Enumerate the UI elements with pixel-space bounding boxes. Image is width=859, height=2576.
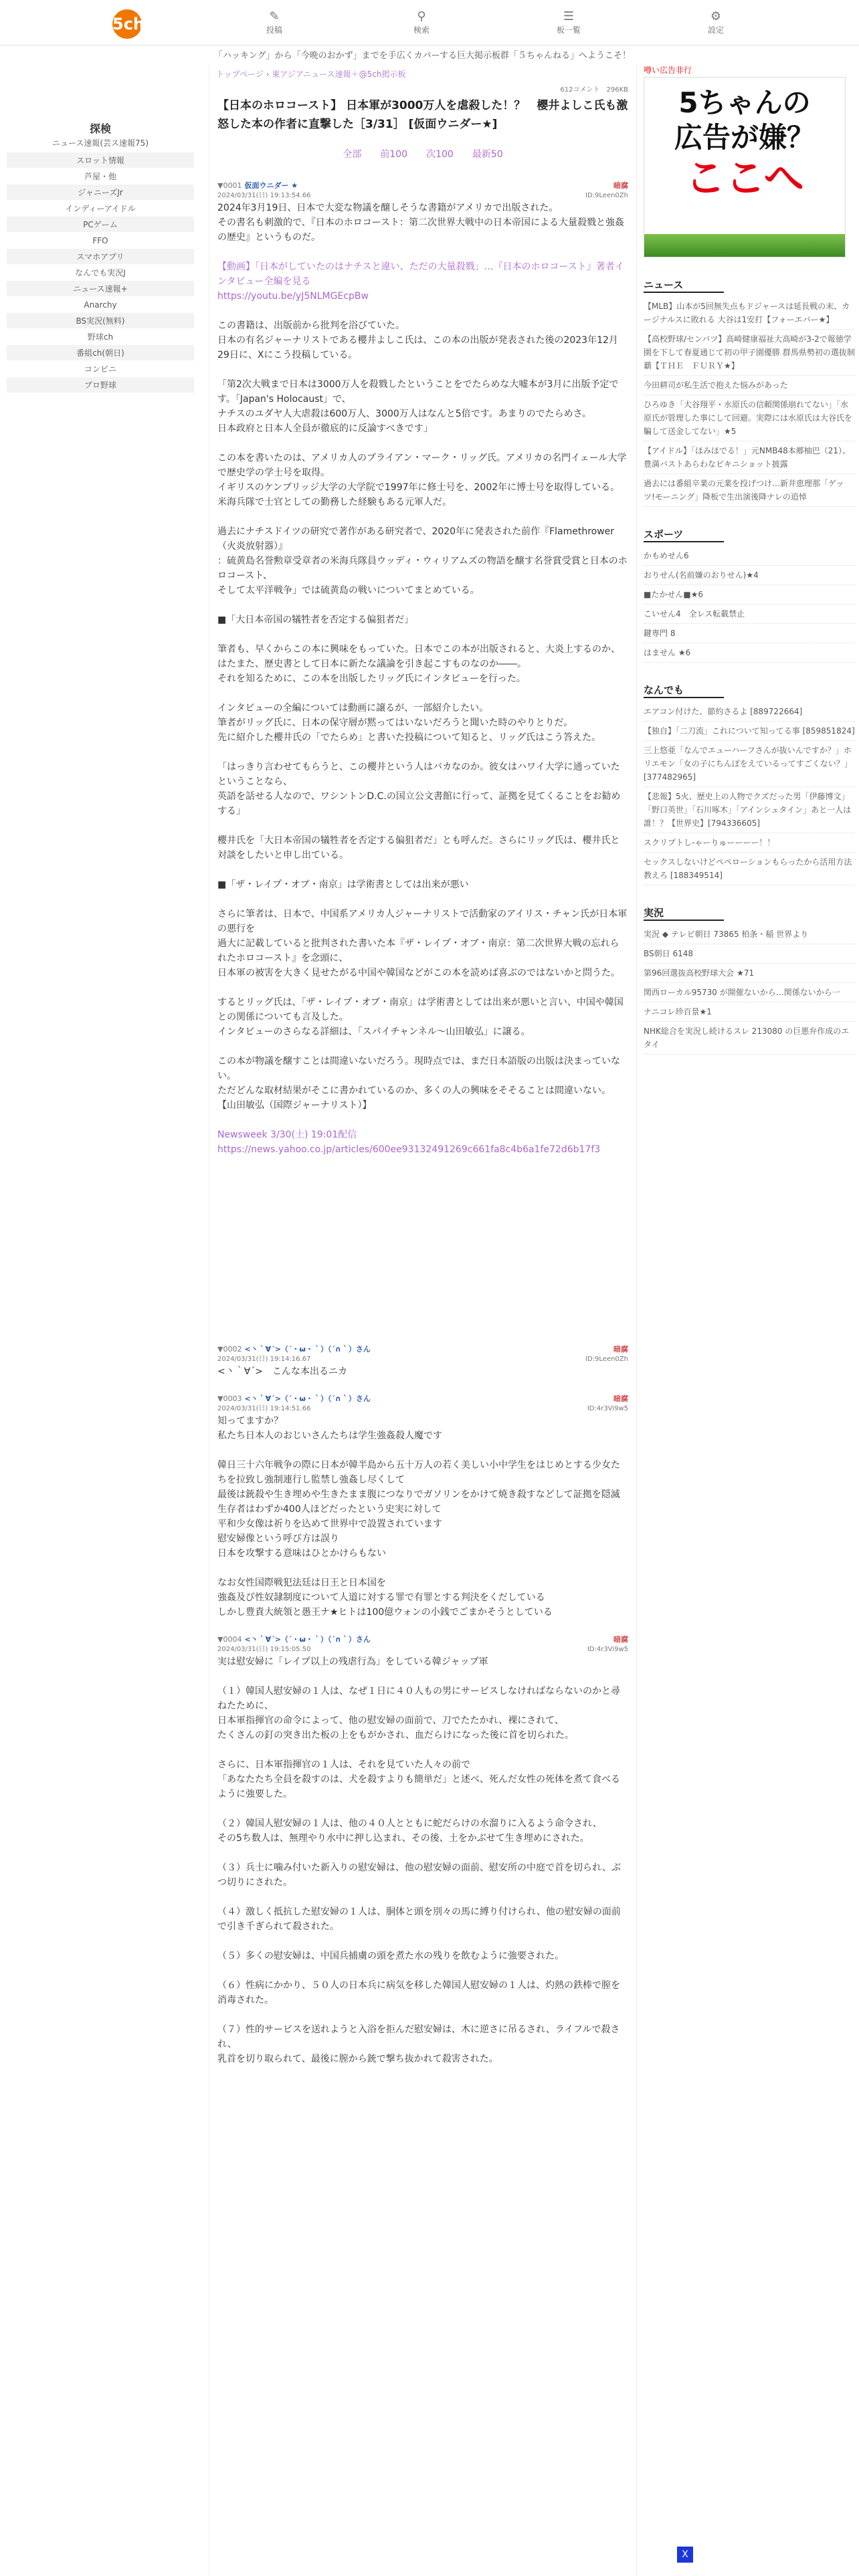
section-link[interactable]: おりせん(名前嫌のおりせん)★4: [644, 566, 855, 585]
right-sidebar: [644, 64, 855, 1055]
post-paragraph: 過去にナチスドイツの研究で著作がある研究者で、2020年に発表された前作『Flamethrower（火炎放射器）』 ：硫黄島名誉勲章受章者の米海兵隊員ウッディ・ウィリアムズの物語を醸す名誉賞受賞と日本のホロコースト、 そして太平洋戦争」では硫黄島の戦いについてまとめている。: [217, 526, 628, 596]
sidebar-item[interactable]: ジャニーズJr: [7, 185, 194, 201]
section-heading: ニュース: [644, 278, 724, 293]
sidebar-item[interactable]: Anarchy: [7, 297, 194, 313]
section-link[interactable]: 関西ローカル95730 が開催ないから…関係ないから一: [644, 983, 855, 1002]
pencil-icon: ✎: [269, 9, 280, 23]
post-date: 2024/03/31(日) 19:15:05.50: [217, 1646, 311, 1653]
section-link[interactable]: 今田耕司が私生活で抱えた悩みがあった: [644, 376, 855, 395]
thread-meta: 612コメント 296KB: [560, 86, 628, 94]
post-name: <丶｀∀´>（´・ω・｀）（´∩｀）さん: [244, 1345, 371, 1354]
pager: [209, 147, 636, 160]
search-icon: ⚲: [417, 9, 426, 23]
post: [209, 181, 636, 1157]
post-name: <丶｀∀´>（´・ω・｀）（´∩｀）さん: [244, 1635, 371, 1644]
post-paragraph: なお女性国際戦犯法廷は日王と日本国を 強姦及び性奴隷制度について人道に対する罪で有罪とする判決をくだしている しかし豊責大統領と愚王ナ★ヒトは100億ウォンの小銭でごまかそうとしている: [217, 1578, 553, 1618]
sidebar-sub[interactable]: ニュース速報(芸ス速報75): [52, 138, 149, 148]
post-paragraph: さらに、日本軍指揮官の１人は、それを見ていた人々の前で 「あなたたち全員を殺すのは、犬を殺すよりも簡単だ」と述べ、死んだ女性の死体を煮て食べるように強要した。: [217, 1759, 620, 1800]
post-paragraph: （１）韓国人慰安婦の１人は、なぜ１日に４０人もの男にサービスしなければならないのかと尋ねたために、 日本軍指揮官の命令によって、他の慰安婦の面前で、刀でたたかれ、裸にされて、 たくさんの釘の突き出た板の上をもがかされ、血だらけになった後に首を切られた。: [217, 1686, 620, 1741]
section-link[interactable]: 三上悠亜「なんでエューハーフさんが抜いんですか？」ホリエモン「女の子にちんぽをえているってすごくない？」[377482965]: [644, 741, 855, 787]
breadcrumb-top[interactable]: トップページ: [216, 70, 264, 79]
thread-title: 【日本のホロコースト】 日本軍が3000万人を虐殺した！？ 櫻井よしこ氏も激怒した本の作者に直撃した［3/31］ [仮面ウニダー★]: [217, 99, 628, 131]
section-link[interactable]: ■たかせん■★6: [644, 585, 855, 605]
sidebar-item[interactable]: ニュース速報+: [7, 281, 194, 297]
left-sidebar: [0, 120, 201, 393]
post-meta: [217, 191, 628, 201]
ad-label: 噂い広告非行: [644, 66, 692, 75]
post-paragraph: 2024年3月19日、日本で大変な物議を醸しそうな書籍がアメリカで出版された。 その書名も刺激的で、『日本のホロコースト：第二次世界大戦中の日本帝国による大量殺戮と強姦の歴史』というものだ。: [217, 203, 625, 243]
post-tag[interactable]: 暗腐: [613, 181, 628, 190]
post-body: [217, 1414, 628, 1620]
sidebar-item[interactable]: スマホアプリ: [7, 249, 194, 265]
main-thread: [209, 64, 637, 2576]
post-meta: [217, 1404, 628, 1414]
section-link[interactable]: 【高校野球/センバツ】高崎健康福祉大高崎が3-2で報徳学園を下して春夏通じて初の甲子園優勝 群馬県勢初の選抜制覇【ＴＨＥ ＦＵＲＹ★】: [644, 330, 855, 376]
nav-boards[interactable]: [529, 9, 609, 35]
post-paragraph: インタビューの全編については動画に譲るが、一部紹介したい。 筆者がリッグ氏に、日本の保守層が黙ってはいないだろうと聞いた時のやりとりだ。 先に紹介した櫻井氏の「でたらめ」と書いた投稿について知ると、リッグ氏はこう答えた。: [217, 703, 601, 743]
post-name: <丶｀∀´>（´・ω・｀）（´∩｀）さん: [244, 1394, 371, 1403]
post-date: 2024/03/31(日) 19:14:16.67: [217, 1356, 311, 1363]
nav-search[interactable]: [381, 9, 462, 35]
ticker: 「ハッキング」から「今晩のおかず」までを手広くカバーする巨大掲示板群「５ちゃんねる」へようこそ！: [214, 51, 631, 61]
sidebar-item[interactable]: BS実況(無料): [7, 313, 194, 329]
section-link[interactable]: NHK総合を実況し続けるスレ 213080 の巨悪弁作成のエタイ: [644, 1022, 855, 1055]
post-paragraph: 知ってますか？ 私たち日本人のおじいさんたちは学生強姦殺人魔です: [217, 1416, 442, 1441]
post-paragraph: 【動画】「日本がしていたのはナチスと違い、ただの大量殺戮」…『日本のホロコースト』著者インタビュー全編を見る https://youtu.be/yJ5NLMGEcpBw: [217, 261, 624, 302]
sidebar-heading: 探検: [89, 122, 111, 135]
post-number[interactable]: ▼0001: [217, 181, 242, 190]
post-paragraph: 韓日三十六年戦争の際に日本が韓半島から五十万人の若く美しい小中学生をはじめとする少女たちを拉致し強制連行し監禁し強姦し尽くして 最後は銃殺や生き埋めや生きたまま腹につなりでガソリンをかけて焼き殺すなどして証拠を隠滅 生存者はわずか400人ほどだったという史実に対して 平和少女像は祈りを込めて世界中で設置されています 慰安婦像という呼び方は誤り 日本を攻撃する意味はひとかけらもない: [217, 1460, 620, 1559]
sidebar-item[interactable]: PCゲーム: [7, 217, 194, 233]
post-paragraph: （５）多くの慰安婦は、中国兵捕虜の頭を煮た水の残りを飲むように強要された。: [217, 1951, 564, 1961]
section-heading: 実況: [644, 905, 724, 921]
section-link[interactable]: スクリプトし-ゃーりゅーーーー！！: [644, 833, 855, 853]
post-body: [217, 201, 628, 1157]
post-name: 仮面ウニダー ★: [244, 181, 298, 190]
section-heading: スポーツ: [644, 527, 724, 542]
post-author: [217, 181, 298, 191]
top-navbar: [0, 0, 859, 45]
post: [209, 1344, 636, 1379]
post-header: [217, 1394, 628, 1404]
post-paragraph: （３）兵士に噛み付いた新入りの慰安婦は、他の慰安婦の面前、慰安所の中庭で首を切られ、ぶつ切りにされた。: [217, 1862, 621, 1888]
ad-line1: 5ちゃんの: [678, 86, 811, 119]
sidebar-item[interactable]: FFO: [7, 233, 194, 249]
post-paragraph: <丶｀∀´> こんな本出るニカ: [217, 1366, 348, 1377]
ad-line2: ここへ: [685, 155, 804, 202]
sidebar-item[interactable]: 番組ch(朝日): [7, 345, 194, 361]
section-heading: なんでも: [644, 683, 724, 698]
post-tag[interactable]: 暗腐: [613, 1394, 628, 1403]
pager-prev[interactable]: 前100: [380, 149, 408, 160]
section-link[interactable]: ひろゆき「大谷翔平・水原氏の信頼関係崩れてない」「水原氏が管理した事にして回避。実際には水原氏は大谷氏を騙して送金してない」★5: [644, 395, 855, 441]
nav-post[interactable]: [234, 9, 314, 35]
post-paragraph: さらに筆者は、日本で、中国系アメリカ人ジャーナリストで活動家のアイリス・チャン氏が日本軍の悪行を 過大に記載していると批判された書いた本『ザ・レイプ・オブ・南京：第二次世界大戦の忘れられたホロコースト』を念頭に、 日本軍の被害を大きく見せたがる中国や韓国などがこの本を読めば喜ぶのではないかと問うた。: [217, 909, 628, 978]
sidebar-item[interactable]: コンビニ: [7, 361, 194, 377]
post-paragraph: 「はっきり言わせてもらうと、この櫻井という人はバカなのか。彼女はハワイ大学に通っていたということなら、 英語を話せる人なので、ワシントンD.C.の国立公文書館に行って、証拠を見てくることをお勧めする」: [217, 762, 621, 817]
post-author: [217, 1634, 371, 1644]
nav-boards-label: 板一覧: [556, 25, 581, 35]
pager-all[interactable]: 全部: [343, 149, 362, 160]
post: [209, 1394, 636, 1620]
section-link[interactable]: 鍵専門 8: [644, 624, 855, 643]
post-number[interactable]: ▼0003: [217, 1394, 242, 1403]
section-link[interactable]: 実況 ◆ テレビ朝日 73865 柏条・稲 世界より: [644, 925, 855, 944]
gear-icon: ⚙: [710, 9, 722, 23]
sidebar-item[interactable]: 芦屋・他: [7, 169, 194, 185]
nav-settings[interactable]: [676, 9, 756, 35]
post-paragraph: この本が物議を醸すことは間違いないだろう。現時点では、まだ日本語版の出版は決まっていない。 ただどんな取材結果がそこに書かれているのか、多くの人の興味をそそることは間違いない。 【山田敏弘（国際ジャーナリスト）】: [217, 1056, 620, 1111]
post-number[interactable]: ▼0004: [217, 1635, 242, 1644]
list-icon: ☰: [563, 9, 575, 23]
post-id[interactable]: ID:9Leen0Zh: [585, 1356, 628, 1363]
section-link[interactable]: ナニコレ珍百景★1: [644, 1002, 855, 1022]
post-paragraph: この書籍は、出版前から批判を浴びていた。 日本の有名ジャーナリストである櫻井よしこ氏は、この本の出版が発表された後の2023年12月29日に、Xにこう投稿している。: [217, 320, 618, 360]
sidebar-item[interactable]: 野球ch: [7, 329, 194, 345]
post-header: [217, 181, 628, 191]
breadcrumb: [209, 64, 636, 80]
breadcrumb-board[interactable]: 東アジアニュース速報＋@5ch掲示板: [272, 70, 406, 79]
section-link[interactable]: エアコン付けた、節約さるよ [889722664]: [644, 702, 855, 722]
section-link[interactable]: 過去には番組卒業の元業を投げつけ…新井恵理那「ゲッツ!モーニング」降板で生出演後降ナレの追悼: [644, 474, 855, 507]
sidebar-item[interactable]: インディーアイドル: [7, 201, 194, 217]
post-paragraph: 櫻井氏を「大日本帝国の犠牲者を否定する偏狙者だ」とも呼んだ。さらにリッグ氏は、櫻井氏と対談をしたいと申し出ている。: [217, 835, 620, 861]
post-id[interactable]: ID:9Leen0Zh: [585, 192, 628, 199]
section-link[interactable]: かもめせん6: [644, 546, 855, 566]
post-paragraph: ■「ザ・レイプ・オブ・南京」は学術書としては出来が悪い: [217, 879, 469, 890]
section-link[interactable]: こいせん4 全レス転載禁止: [644, 605, 855, 624]
post-meta: [217, 1354, 628, 1364]
post-meta: [217, 1644, 628, 1654]
post-paragraph: 実は慰安婦に「レイプ以上の残虐行為」をしている韓ジャップ軍: [217, 1656, 488, 1667]
post-paragraph: （２）韓国人慰安婦の１人は、他の４０人とともに蛇だらけの水溜りに入るよう命令され、 その5ち数人は、無理やり水中に押し込まれ、その後、土をかぶせて生き埋めにされた。: [217, 1818, 602, 1844]
post-date: 2024/03/31(日) 19:14:51.66: [217, 1405, 311, 1412]
post-header: [217, 1634, 628, 1644]
post-header: [217, 1344, 628, 1354]
post-paragraph: するとリッグ氏は、「ザ・レイプ・オブ・南京」は学術書としては出来が悪いと言い、中国や韓国との関係についても言及した。 インタビューのさらなる詳細は、「スパイチャンネル～山田敏弘」に譲る。: [217, 997, 624, 1037]
post-body: [217, 1364, 628, 1379]
sidebar-item[interactable]: プロ野球: [7, 377, 194, 393]
post-paragraph: （６）性病にかかり、５０人の日本兵に病気を移した韓国人慰安婦の１人は、灼熱の鉄棒で膣を消毒された。: [217, 1980, 620, 2006]
breadcrumb-sep: ›: [263, 70, 272, 79]
post-id[interactable]: ID:4r3Vi9w5: [587, 1405, 628, 1412]
post-body: [217, 1654, 628, 2066]
post-tag[interactable]: 暗腐: [613, 1345, 628, 1354]
nav-search-label: 検索: [413, 25, 430, 35]
post-paragraph: 筆者も、早くからこの本に興味をもっていた。日本でこの本が出版されると、大炎上するのか、 はたまた、歴史書として日本に新たな議論を引き起こすものなのか――。 それを知るために、この本を出版したリッグ氏にインタビューを行った。: [217, 644, 620, 684]
post-paragraph: ■「大日本帝国の犠牲者を否定する偏狙者だ」: [217, 615, 414, 625]
nav-post-label: 投稿: [266, 25, 282, 35]
pager-latest[interactable]: 最新50: [472, 149, 503, 160]
site-logo[interactable]: 5ch: [112, 9, 142, 39]
section-link[interactable]: 【悲報】5火、歴史上の人物でクズだった男「伊藤博文」「野口英世」「石川啄木」「アインシュタイン」あと一人は誰！？【世界史】[794336605]: [644, 787, 855, 833]
post-date: 2024/03/31(日) 19:13:54.66: [217, 192, 311, 199]
ad-grass: [644, 234, 845, 257]
section-link[interactable]: セックスしないけどペペローションもらったから活用方法教えろ [188349514]: [644, 853, 855, 885]
post-id[interactable]: ID:4r3Vi9w5: [587, 1646, 628, 1653]
post-author: [217, 1394, 371, 1404]
section-link[interactable]: 【MLB】山本が5回無失点もドジャースは延長戦の末、カージナルスに敗れる 大谷は1安打【フォーエバー★】: [644, 297, 855, 330]
ad-banner[interactable]: [644, 77, 846, 257]
sidebar-item[interactable]: スロット情報: [7, 152, 194, 169]
post-number[interactable]: ▼0002: [217, 1345, 242, 1354]
post-paragraph: （７）性的サービスを送れようと入浴を拒んだ慰安婦は、木に逆さに吊るされ、ライフルで殺され、 乳首を切り取られて、最後に膣から銃で撃ち抜かれて殺害された。: [217, 2024, 620, 2064]
nav-settings-label: 設定: [707, 25, 724, 35]
pager-next[interactable]: 次100: [426, 149, 454, 160]
post-paragraph: （４）激しく抵抗した慰安婦の１人は、胴体と頭を別々の馬に縛り付けられ、他の慰安婦の面前で引き千ぎられて殺された。: [217, 1907, 621, 1932]
section-link[interactable]: はません ★6: [644, 643, 855, 663]
section-link[interactable]: 【独自】「二刀流」これについて知ってる事 [859851824]: [644, 722, 855, 741]
ad-line1b: 広告が嫌？: [674, 121, 815, 154]
post-tag[interactable]: 暗腐: [613, 1635, 628, 1644]
post: [209, 1634, 636, 2066]
sidebar-item[interactable]: なんでも実況J: [7, 265, 194, 281]
post-paragraph: 「第2次大戦まで日本は3000万人を殺戮したということをでたらめな大嘘本が3月に出版予定です。「Japan's Holocaust」で、 ナチスのユダヤ人大虐殺は600万人、3000万人はなんと5倍です。あまりのでたらめさ。 日本政府と日本人全員が徹底的に反論すべきです」: [217, 379, 619, 434]
section-link[interactable]: BS朝日 6148: [644, 944, 855, 964]
close-ad-button[interactable]: X: [677, 2547, 693, 2563]
post-paragraph: この本を書いたのは、アメリカ人のブライアン・マーク・リッグ氏。アメリカの名門イェール大学で歴史学の学士号を取得。 イギリスのケンブリッジ大学の大学院で1997年に修士号を、2002年に博士号を取得している。 米海兵隊で士官としての勤務した経験もある元軍人だ。: [217, 453, 627, 508]
post-author: [217, 1344, 371, 1354]
post-paragraph: Newsweek 3/30(土) 19:01配信 https://news.yahoo.co.jp/articles/600ee93132491269c661fa8c4b6a1fe72d6b17f3: [217, 1130, 601, 1155]
section-link[interactable]: 【アイドル】「ほみほでる！」元NMB48本郷柚巴（21）、豊満バストあらわなビキニショット披露: [644, 441, 855, 474]
section-link[interactable]: 第96回選抜高校野球大会 ★71: [644, 964, 855, 983]
